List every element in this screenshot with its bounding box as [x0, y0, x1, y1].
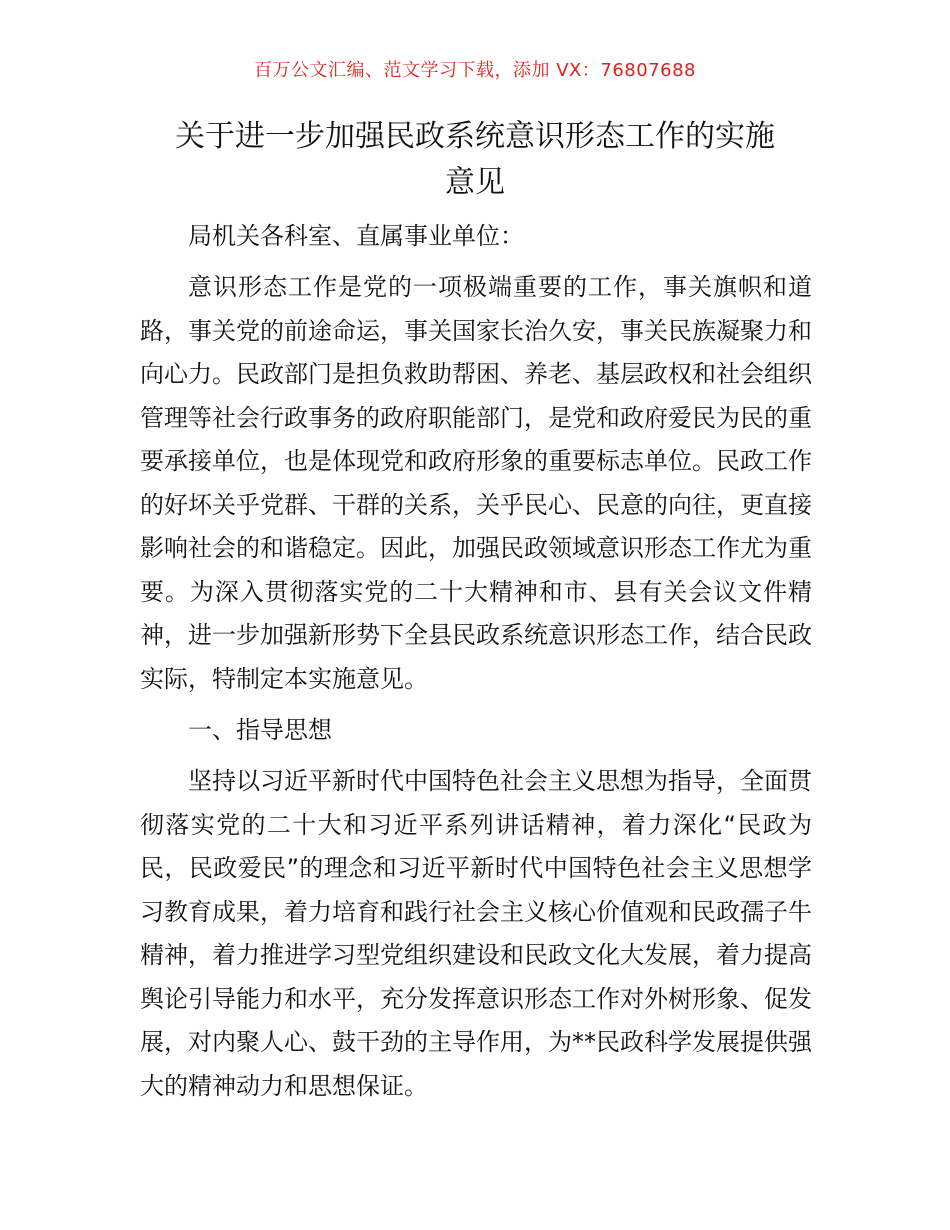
paragraph-1: 意识形态工作是党的一项极端重要的工作，事关旗帜和道路，事关党的前途命运，事关国家长治久安，事关民族凝聚力和向心力。民政部门是担负救助帮困、养老、基层政权和社会组织管理等社会行政事务的政府职能部门，是党和政府爱民为民的重要承接单位，也是体现党和政府形象的重要标志单位。民政工作的好坏关乎党群、干群的关系，关乎民心、民意的向往，更直接影响社会的和谐稳定。因此，加强民政领域意识形态工作尤为重要。为深入贯彻落实党的二十大精神和市、县有关会议文件精神，进一步加强新形势下全县民政系统意识形态工作，结合民政实际，特制定本实施意见。 — [140, 273, 812, 693]
document-title-line-1: 关于进一步加强民政系统意识形态工作的实施 — [175, 119, 775, 154]
document-title — [100, 114, 850, 206]
header-promo-note: 百万公文汇编、范文学习下载，添加 VX：76807688 — [254, 60, 696, 81]
paragraph-block-2 — [140, 760, 812, 1108]
paragraph-2: 坚持以习近平新时代中国特色社会主义思想为指导，全面贯彻落实党的二十大和习近平系列讲话精神，着力深化“民政为民，民政爱民”的理念和习近平新时代中国特色社会主义思想学习教育成果，着力培育和践行社会主义核心价值观和民政孺子牛精神，着力推进学习型党组织建设和民政文化大发展，着力提高舆论引导能力和水平，充分发挥意识形态工作对外树形象、促发展，对内聚人心、鼓干劲的主导作用，为**民政科学发展提供强大的精神动力和思想保证。 — [140, 767, 812, 1100]
document-title-line-2: 意见 — [445, 165, 505, 200]
section-heading-block — [140, 709, 812, 753]
salutation-block — [140, 215, 812, 259]
paragraph-block-1 — [140, 266, 812, 701]
section-heading-1: 一、指导思想 — [188, 716, 332, 744]
salutation: 局机关各科室、直属事业单位： — [188, 222, 524, 250]
